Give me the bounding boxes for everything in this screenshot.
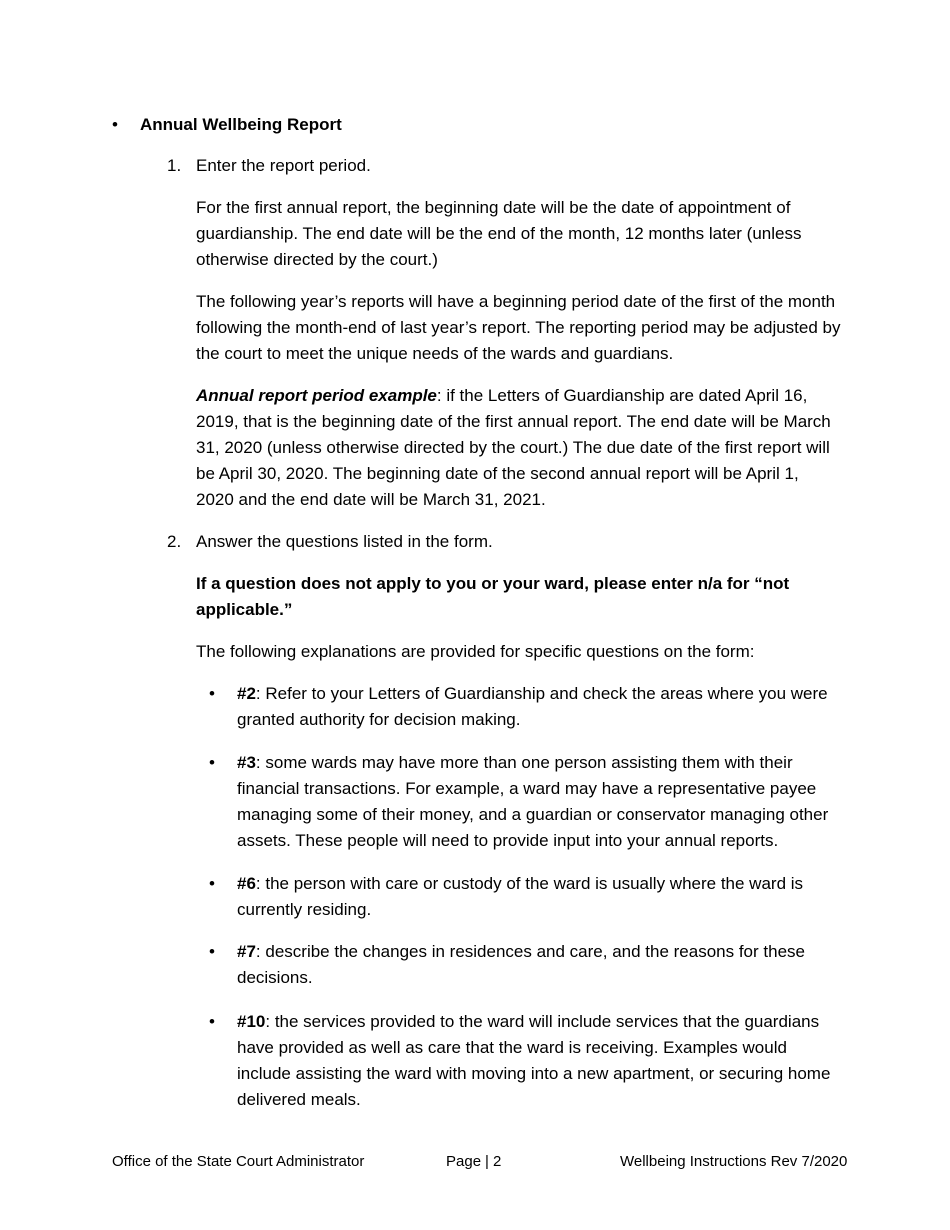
footer-page [446,1152,501,1172]
step-2-number: 2. [167,532,182,551]
first-report-paragraph: For the first annual report, the beginning date will be the date of appointment of guardianship. The end date will be the end of the month, 12 months later (unless otherwise directed by the court.) [196,198,802,269]
question-number: #2 [237,684,256,703]
question-number: #3 [237,753,256,772]
explanation-text: : the services provided to the ward will include services that the guardians have provided as well as care that the ward is receiving. Examples would include assisting the ward with moving into a new apartment, or securing home delivered meals. [237,1012,831,1109]
explanation-bullet: • [209,684,215,703]
footer-page-label: Page [446,1153,482,1170]
example-paragraph [196,383,841,513]
explanation-item [237,939,842,991]
section-title: Annual Wellbeing Report [140,115,342,134]
explanation-item [237,750,842,854]
explanation-item [237,681,842,733]
explanation-text: : Refer to your Letters of Guardianship and check the areas where you were granted authority for decision making. [237,684,828,729]
explanation-item [237,1009,842,1113]
footer-office: Office of the State Court Administrator [112,1153,365,1170]
example-label: Annual report period example [196,386,437,405]
not-applicable-note: If a question does not apply to you or your ward, please enter n/a for “not applicable.” [196,574,790,619]
example-text: : if the Letters of Guardianship are dated April 16, 2019, that is the beginning date of the first annual report. The end date will be March 31, 2020 (unless otherwise directed by the court.) The due date of the first report will be April 30, 2020. The beginning date of the second annual report will be April 1, 2020 and the end date will be March 31, 2021. [196,386,831,509]
explanation-bullet: • [209,942,215,961]
footer-page-number: 2 [492,1153,502,1170]
explanation-text: : the person with care or custody of the ward is usually where the ward is currently residing. [237,874,804,919]
footer-revision: Wellbeing Instructions Rev 7/2020 [620,1153,848,1170]
step-2-text: Answer the questions listed in the form. [196,532,493,551]
explanation-bullet: • [209,753,215,772]
explanation-text: : describe the changes in residences and care, and the reasons for these decisions. [237,942,805,987]
section-bullet: • [112,115,118,134]
explanation-item [237,871,842,923]
following-years-paragraph: The following year’s reports will have a beginning period date of the first of the month following the month-end of last year’s report. The reporting period may be adjusted by the court to meet the unique needs of the wards and guardians. [196,292,841,363]
step-1-number: 1. [167,156,182,175]
explanations-intro: The following explanations are provided for specific questions on the form: [196,642,755,661]
question-number: #7 [237,942,256,961]
explanation-bullet: • [209,874,215,893]
question-number: #10 [237,1012,266,1031]
question-number: #6 [237,874,256,893]
step-1-text: Enter the report period. [196,156,371,175]
explanation-bullet: • [209,1012,215,1031]
explanation-text: : some wards may have more than one person assisting them with their financial transactions. For example, a ward may have a representative payee managing some of their money, and a guardian or conservator managing other assets. These people will need to provide input into your annual reports. [237,753,829,850]
footer-separator: | [485,1153,489,1170]
